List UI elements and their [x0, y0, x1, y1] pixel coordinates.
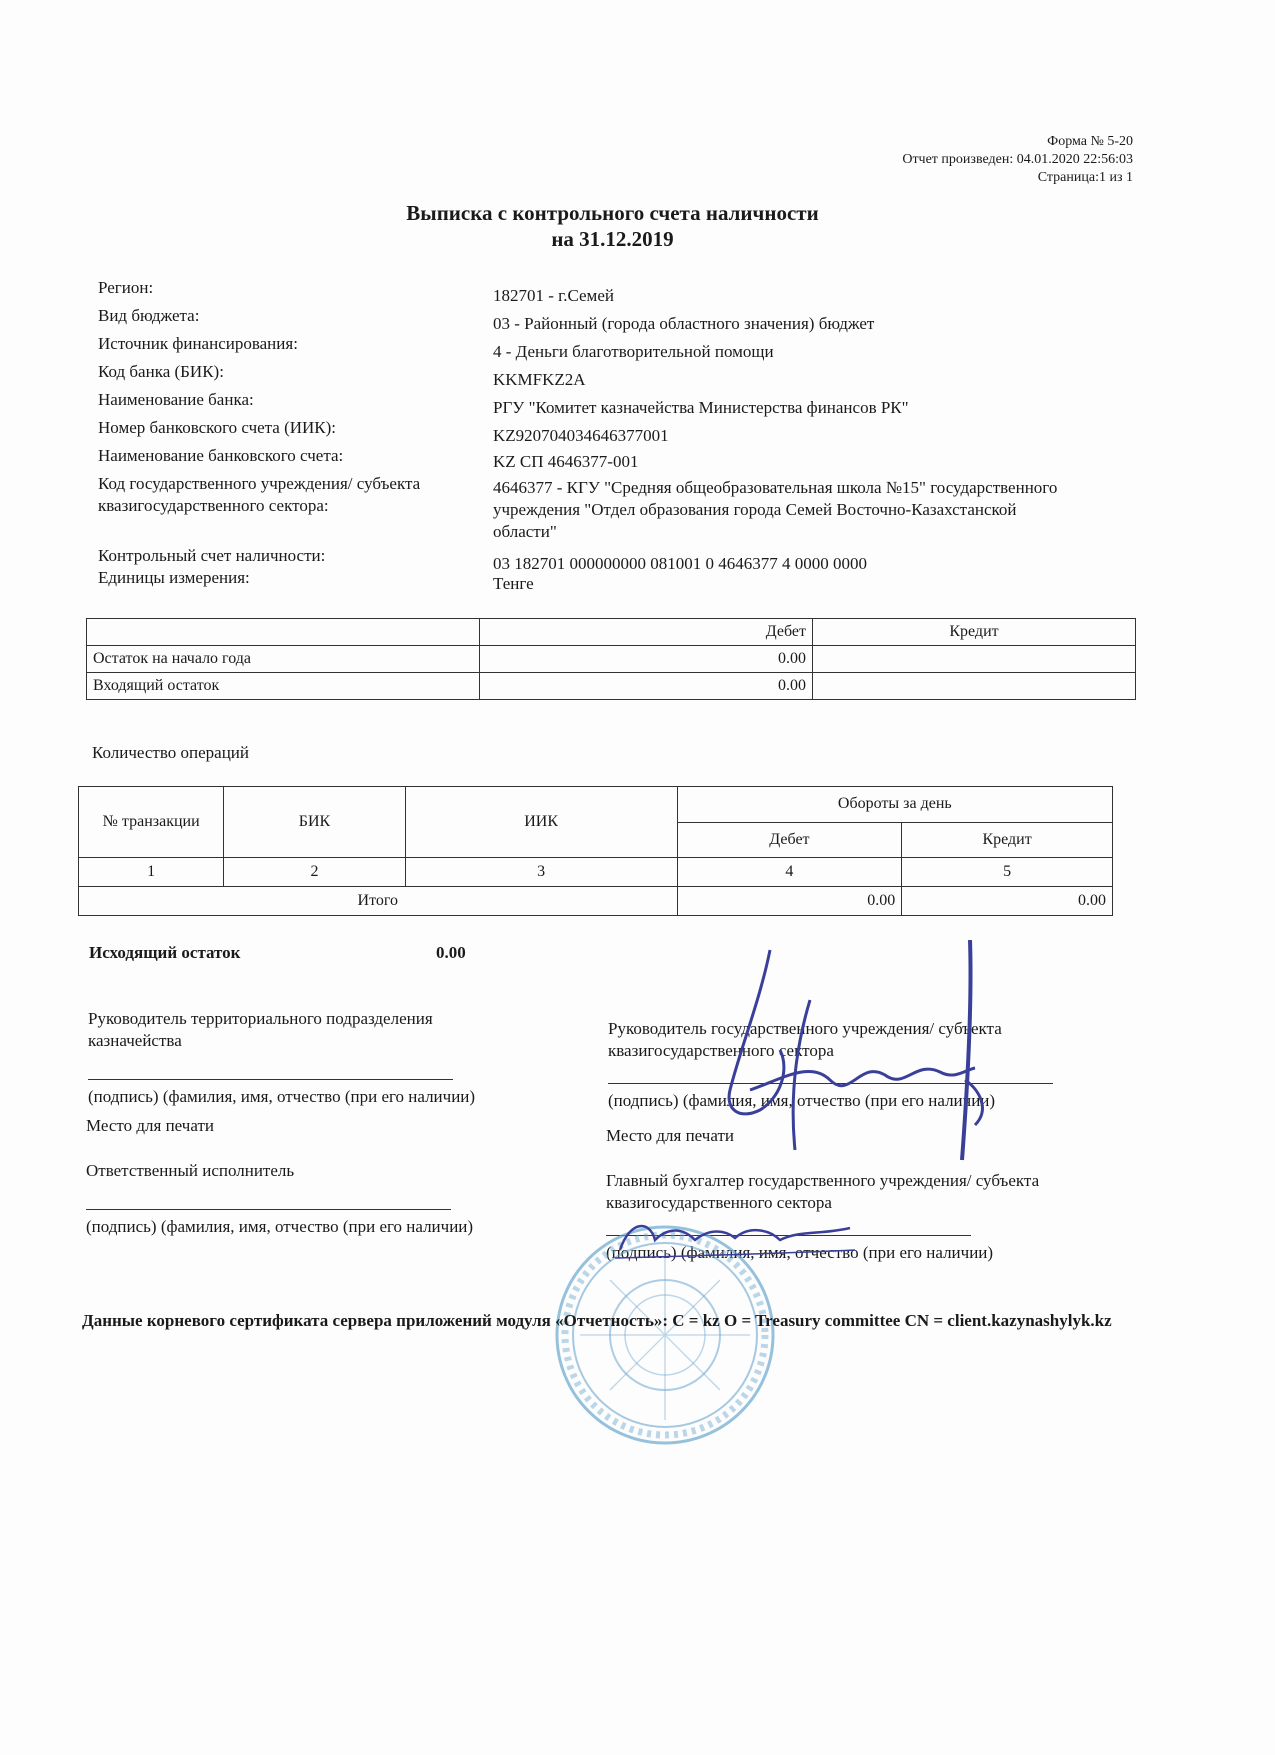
table-row: [87, 673, 1136, 700]
info-label: Код банка (БИК):: [98, 362, 224, 381]
responsible-title: Ответственный исполнитель: [86, 1161, 295, 1180]
form-number: Форма № 5-20: [1047, 134, 1133, 149]
closing-balance-value: 0.00: [436, 943, 466, 962]
info-row-region: [98, 277, 1058, 305]
info-row-budget: [98, 305, 1058, 333]
row-label: Остаток на начало года: [87, 646, 480, 673]
info-row-iik: [98, 417, 1058, 445]
info-row-bank: [98, 389, 1058, 417]
sign-caption: (подпись) (фамилия, имя, отчество (при его наличии): [86, 1217, 474, 1236]
col-turnover: Обороты за день: [677, 787, 1112, 823]
info-row-bik: [98, 361, 1058, 389]
chief-accountant-title: Главный бухгалтер государственного учреждения/ субъекта квазигосударственного сектора: [606, 1171, 1040, 1212]
operations-table: [78, 786, 1113, 916]
row-credit: [813, 646, 1136, 673]
info-label: Вид бюджета:: [98, 306, 200, 325]
info-value: 4646377 - КГУ "Средняя общеобразовательная школа №15" государственного учреждения "Отдел образования города Семей Восточно-Казахстанской области": [493, 478, 1058, 541]
title-line-2: на 31.12.2019: [551, 227, 674, 251]
info-value: KZ920704034646377001: [493, 426, 669, 445]
info-value: Тенге: [493, 574, 534, 593]
signature-line: [86, 1208, 451, 1210]
info-row-control-account: [98, 545, 1058, 573]
title-line-1: Выписка с контрольного счета наличности: [406, 201, 819, 225]
info-value: KZ СП 4646377-001: [493, 452, 639, 471]
info-label: Контрольный счет наличности:: [98, 546, 326, 565]
info-label: Единицы измерения:: [98, 568, 250, 587]
info-value: 03 182701 000000000 081001 0 4646377 4 0000 0000: [493, 554, 867, 573]
info-row-institution: [98, 473, 1058, 539]
info-label: Номер банковского счета (ИИК):: [98, 418, 337, 437]
closing-balance-label: Исходящий остаток: [89, 943, 241, 962]
col-num: 1: [79, 858, 224, 887]
total-credit: 0.00: [902, 887, 1113, 916]
info-value: 182701 - г.Семей: [493, 286, 614, 305]
info-value: РГУ "Комитет казначейства Министерства финансов РК": [493, 398, 909, 417]
row-credit: [813, 673, 1136, 700]
total-row: [79, 887, 1113, 916]
ops-count-label: Количество операций: [92, 743, 249, 762]
responsible-sign: [86, 1160, 556, 1238]
col-num: 3: [405, 858, 677, 887]
col-num: 5: [902, 858, 1113, 887]
right-stamp-place: Место для печати: [606, 1126, 734, 1145]
left-head-title: Руководитель территориального подразделения казначейства: [88, 1009, 433, 1050]
info-row-source: [98, 333, 1058, 361]
root-certificate-info: Данные корневого сертификата сервера приложений модуля «Отчетность»: C = kz O = Treasury committee CN = client.kazynashylyk.kz: [82, 1311, 1112, 1330]
right-head-title: Руководитель государственного учреждения/ субъекта квазигосударственного сектора: [608, 1019, 1002, 1060]
row-label: Входящий остаток: [87, 673, 480, 700]
report-header: [902, 133, 1133, 187]
document-title: [0, 200, 1275, 252]
col-txn: № транзакции: [79, 787, 224, 858]
info-value: KKMFKZ2A: [493, 370, 586, 389]
left-head-sign: [88, 1008, 558, 1108]
col-credit: Кредит: [813, 619, 1136, 646]
total-debit: 0.00: [677, 887, 902, 916]
account-info: [98, 277, 1058, 593]
info-label: Наименование банка:: [98, 390, 254, 409]
col-ops-credit: Кредит: [902, 822, 1113, 858]
row-debit: 0.00: [480, 646, 813, 673]
info-row-account-name: [98, 445, 1058, 471]
director-signature-icon: [700, 940, 1020, 1170]
table-row: [87, 646, 1136, 673]
balance-table: [86, 618, 1136, 700]
info-label: Источник финансирования:: [98, 334, 298, 353]
col-debit: Дебет: [480, 619, 813, 646]
signature-line: [88, 1078, 453, 1080]
sign-caption: (подпись) (фамилия, имя, отчество (при его наличии): [606, 1243, 994, 1262]
total-label: Итого: [79, 887, 678, 916]
balance-header-row: [87, 619, 1136, 646]
info-value: 4 - Деньги благотворительной помощи: [493, 342, 774, 361]
col-num: 4: [677, 858, 902, 887]
info-label: Регион:: [98, 278, 154, 297]
col-ops-debit: Дебет: [677, 822, 902, 858]
col-iik: ИИК: [405, 787, 677, 858]
col-num: 2: [224, 858, 405, 887]
info-value: 03 - Районный (города областного значения) бюджет: [493, 314, 875, 333]
col-bik: БИК: [224, 787, 405, 858]
report-produced: Отчет произведен: 04.01.2020 22:56:03: [902, 152, 1133, 167]
column-numbers-row: [79, 858, 1113, 887]
info-label: Наименование банковского счета:: [98, 446, 344, 465]
sign-caption: (подпись) (фамилия, имя, отчество (при его наличии): [88, 1087, 476, 1106]
info-label: Код государственного учреждения/ субъекта квазигосударственного сектора:: [98, 474, 421, 515]
page-counter: Страница:1 из 1: [1037, 170, 1133, 185]
accountant-signature-icon: [610, 1210, 860, 1270]
left-stamp-place: Место для печати: [86, 1116, 214, 1135]
row-debit: 0.00: [480, 673, 813, 700]
sign-caption: (подпись) (фамилия, имя, отчество (при его наличии): [608, 1091, 996, 1110]
